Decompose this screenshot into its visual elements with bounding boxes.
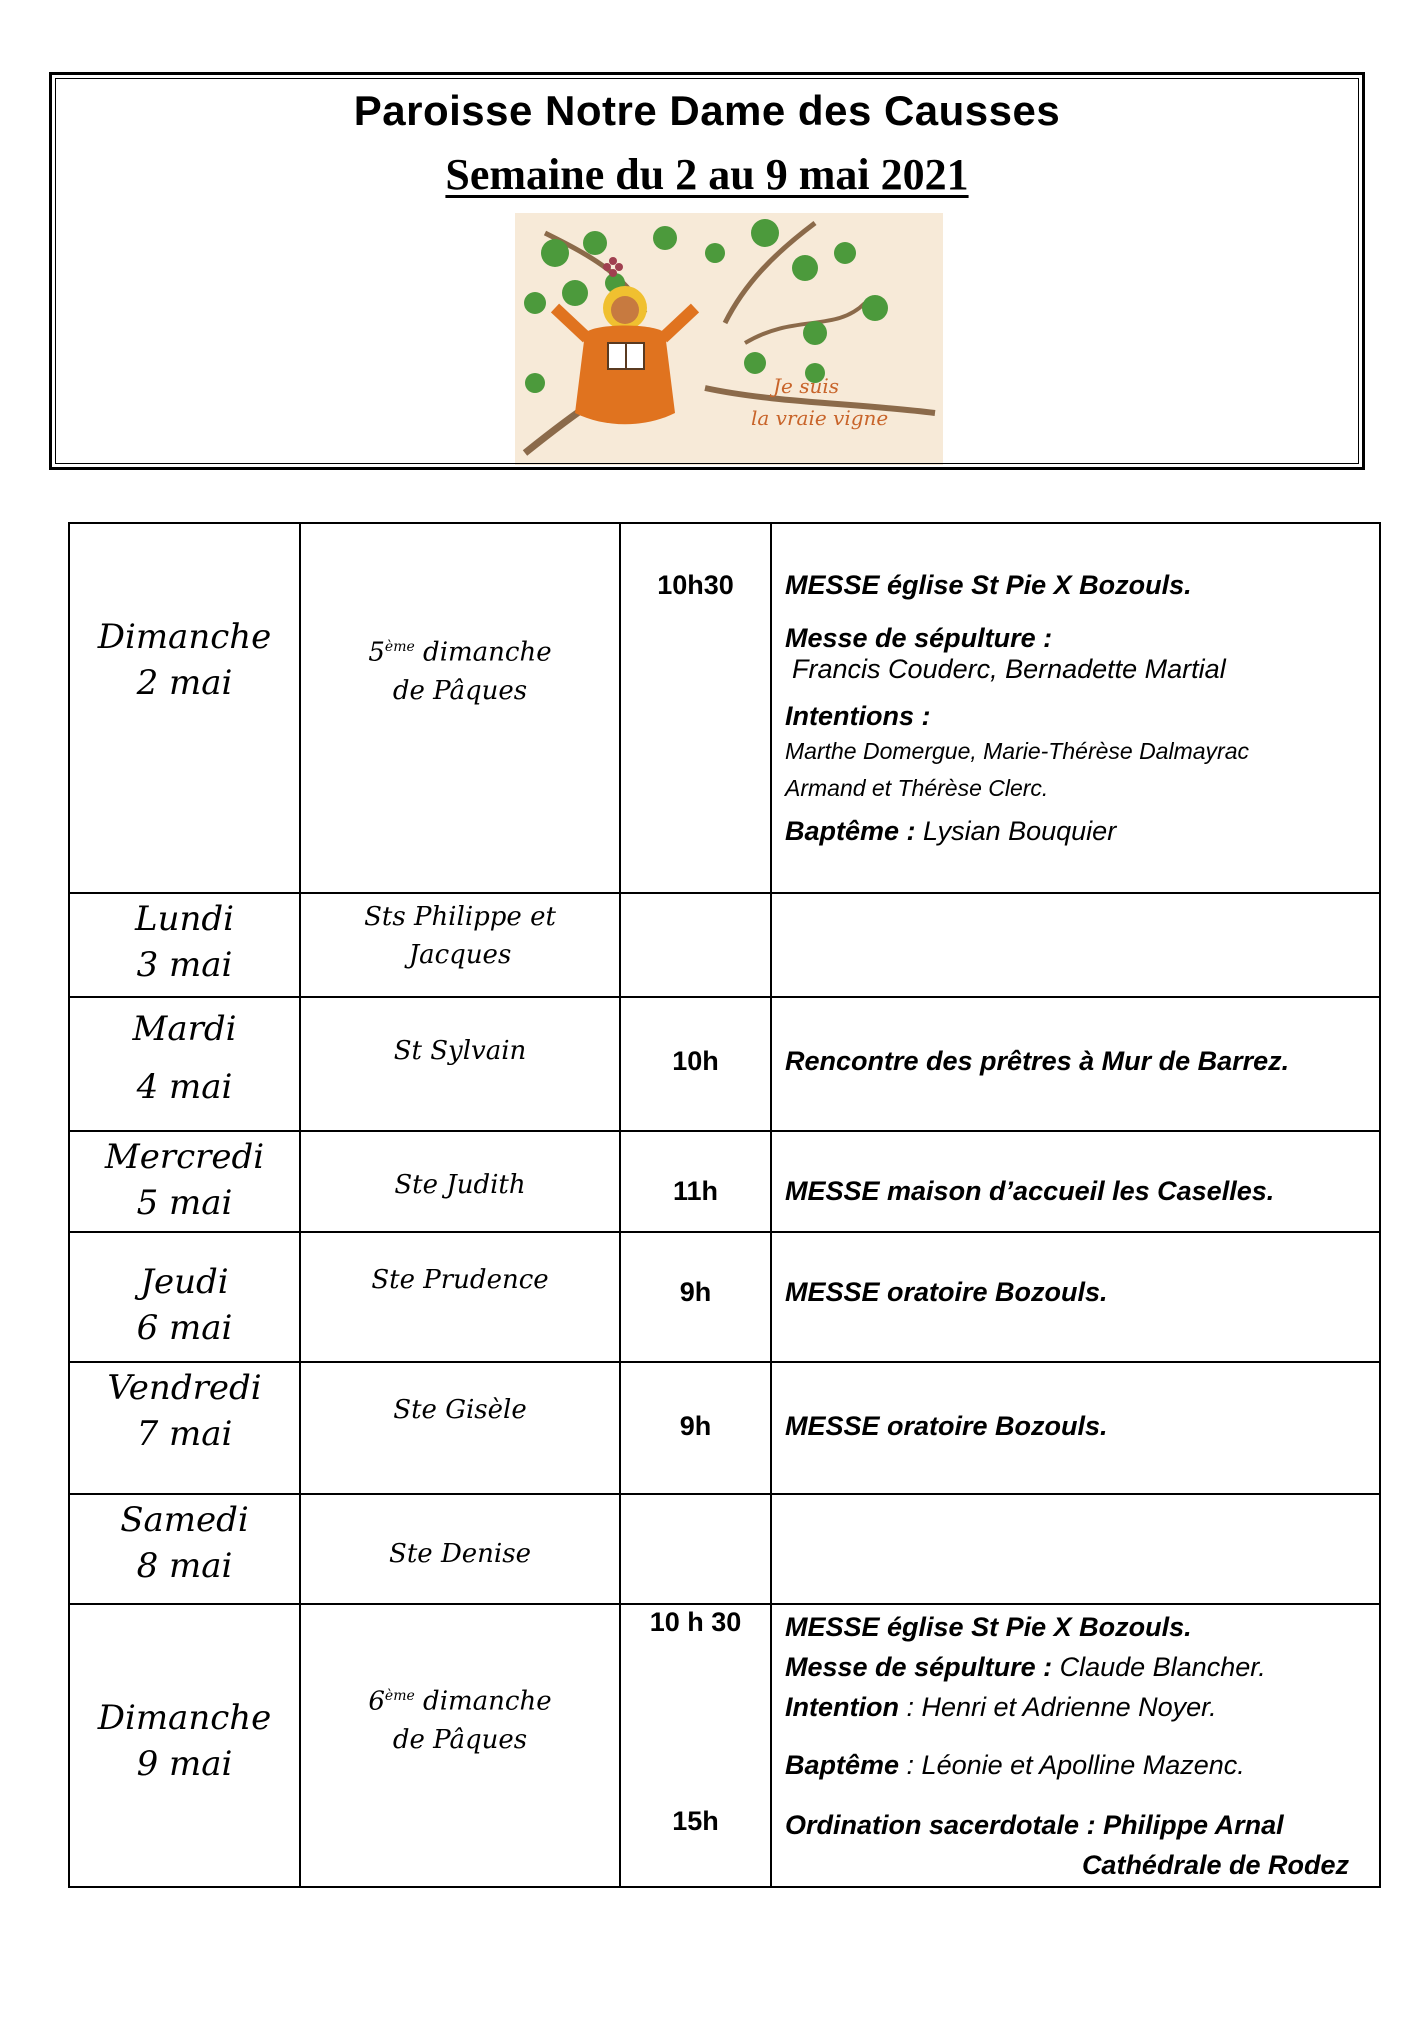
saint-cell: Ste Denise xyxy=(300,1494,620,1604)
table-row xyxy=(69,1494,1380,1604)
day-cell: Lundi 3 mai xyxy=(69,893,300,997)
day-date: 2 mai xyxy=(136,663,233,703)
table-row xyxy=(69,1232,1380,1362)
saint-cell: St Sylvain xyxy=(300,997,620,1131)
time-cell: 10 h 30 15h xyxy=(620,1604,771,1887)
activity-cell: MESSE église St Pie X Bozouls. Messe de sépulture : Francis Couderc, Bernadette Martial Intentions : Marthe Domergue, Marie-Thérèse Dalmayrac Armand et Thérèse Clerc. Baptême : Lysian Bouquier xyxy=(771,523,1380,893)
time-cell xyxy=(620,1494,771,1604)
saint-cell: 6ème dimanche de Pâques xyxy=(300,1604,620,1887)
weekly-schedule-table xyxy=(68,522,1381,1888)
activity-cell: MESSE maison d’accueil les Caselles. xyxy=(771,1131,1380,1232)
motto-line-2: la vraie vigne xyxy=(751,406,889,430)
table-row xyxy=(69,893,1380,997)
time-cell xyxy=(620,893,771,997)
table-row xyxy=(69,1131,1380,1232)
activity-mass: MESSE église St Pie X Bozouls. xyxy=(785,570,1192,600)
week-subtitle: Semaine du 2 au 9 mai 2021 xyxy=(445,150,969,199)
parish-title: Paroisse Notre Dame des Causses xyxy=(353,87,1061,134)
day-cell: Samedi 8 mai xyxy=(69,1494,300,1604)
day-cell: Mercredi 5 mai xyxy=(69,1131,300,1232)
time-cell: 10h xyxy=(620,997,771,1131)
true-vine-illustration xyxy=(515,213,943,465)
table-row xyxy=(69,523,1380,893)
day-cell: Jeudi 6 mai xyxy=(69,1232,300,1362)
activity-cell: MESSE église St Pie X Bozouls. Messe de sépulture : Claude Blancher. Intention : Henri et Adrienne Noyer. Baptême : Léonie et Apolline Mazenc. Ordination sacerdotale : Philippe Arnal Cathédrale de Rodez xyxy=(771,1604,1380,1887)
saint-cell: Ste Prudence xyxy=(300,1232,620,1362)
activity-cell: MESSE oratoire Bozouls. xyxy=(771,1232,1380,1362)
table-row xyxy=(69,1362,1380,1494)
header-frame xyxy=(49,72,1365,470)
activity-cell xyxy=(771,1494,1380,1604)
saint-cell: Ste Gisèle xyxy=(300,1362,620,1494)
motto-line-1: Je suis xyxy=(773,374,840,398)
table-row xyxy=(69,997,1380,1131)
activity-cell xyxy=(771,893,1380,997)
day-cell: Vendredi 7 mai xyxy=(69,1362,300,1494)
day-cell xyxy=(69,523,300,893)
activity-cell: Rencontre des prêtres à Mur de Barrez. xyxy=(771,997,1380,1131)
time-cell: 11h xyxy=(620,1131,771,1232)
time-cell: 9h xyxy=(620,1232,771,1362)
time-cell: 9h xyxy=(620,1362,771,1494)
saint-cell: 5ème dimanche de Pâques xyxy=(300,523,620,893)
day-cell: Mardi 4 mai xyxy=(69,997,300,1131)
time-cell xyxy=(620,523,771,893)
activity-cell: MESSE oratoire Bozouls. xyxy=(771,1362,1380,1494)
saint-cell: Ste Judith xyxy=(300,1131,620,1232)
time: 10h30 xyxy=(657,570,734,600)
day-cell: Dimanche 9 mai xyxy=(69,1604,300,1887)
day-name: Dimanche xyxy=(97,617,272,657)
saint-cell: Sts Philippe et Jacques xyxy=(300,893,620,997)
table-row xyxy=(69,1604,1380,1887)
